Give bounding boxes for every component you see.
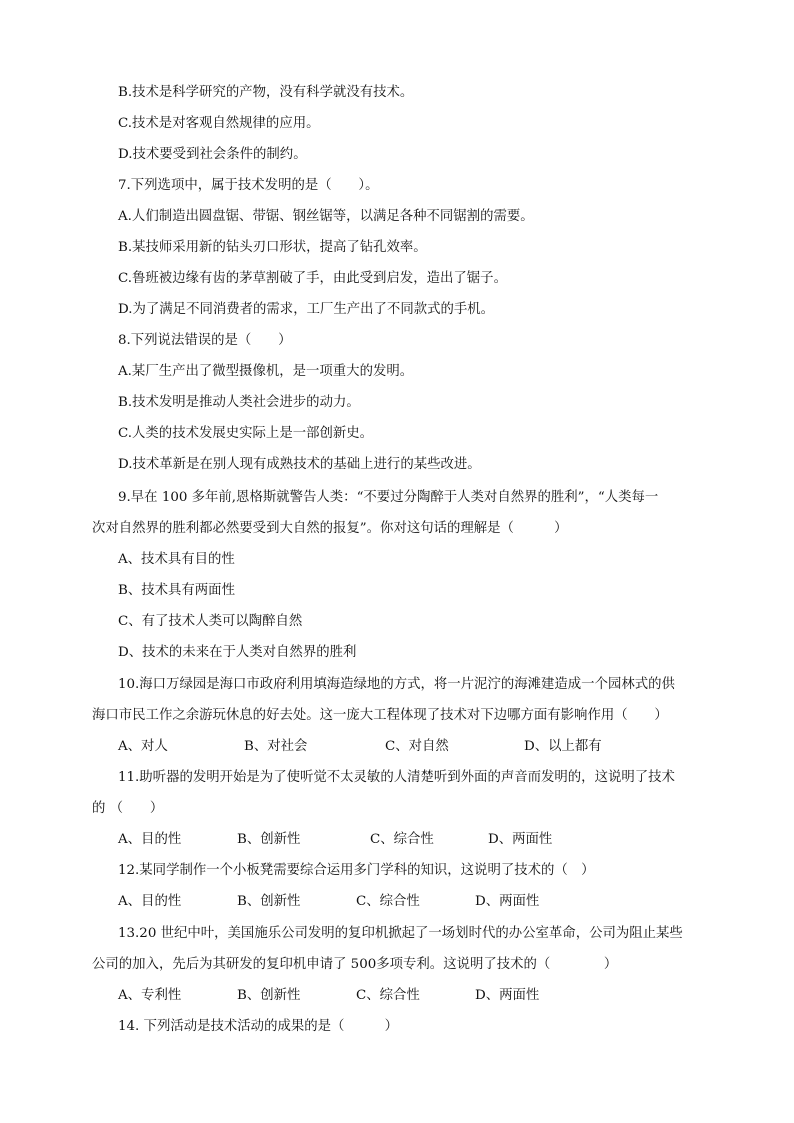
q7-option-a: A.人们制造出圆盘锯、带锯、钢丝锯等，以满足各种不同锯割的需要。 bbox=[118, 209, 534, 224]
q13-option-d: D、两面性 bbox=[475, 988, 540, 1003]
question-9-line-2: 次对自然界的胜利都必然要受到大自然的报复”。你对这句话的理解是（ ） bbox=[92, 521, 568, 536]
q7-option-d: D.为了满足不同消费者的需求，工厂生产出了不同款式的手机。 bbox=[118, 302, 495, 317]
question-11-line-2: 的 （ ） bbox=[92, 801, 164, 816]
question-9-line-1: 9.早在 100 多年前,恩格斯就警告人类：“不要过分陶醉于人类对自然界的胜利”，“人类每一 bbox=[118, 490, 659, 505]
question-11-line-1: 11.助听器的发明开始是为了使听觉不太灵敏的人清楚听到外面的声音而发明的，这说明了技术 bbox=[118, 770, 675, 785]
q9-option-b: B、技术具有两面性 bbox=[118, 583, 235, 598]
q8-option-d: D.技术革新是在别人现有成熟技术的基础上进行的某些改进。 bbox=[118, 457, 481, 472]
question-13-line-2: 公司的加入，先后为其研发的复印机申请了 500多项专利。这说明了技术的（ ） bbox=[92, 957, 618, 972]
q10-option-a: A、对人 bbox=[118, 739, 168, 754]
q11-option-d: D、两面性 bbox=[488, 832, 553, 847]
question-10-line-2: 海口市民工作之余游玩休息的好去处。这一庞大工程体现了技术对下边哪方面有影响作用（ ） bbox=[92, 708, 668, 723]
question-13-line-1: 13.20 世纪中叶，美国施乐公司发明的复印机掀起了一场划时代的办公室革命，公司为阻止某些 bbox=[118, 926, 683, 941]
q12-option-c: C、综合性 bbox=[356, 894, 420, 909]
q12-option-b: B、创新性 bbox=[237, 894, 301, 909]
question-8: 8.下列说法错误的是（ ） bbox=[118, 333, 292, 348]
q12-option-a: A、目的性 bbox=[118, 894, 182, 909]
q10-option-b: B、对社会 bbox=[244, 739, 308, 754]
q10-option-d: D、以上都有 bbox=[524, 739, 602, 754]
question-7: 7.下列选项中，属于技术发明的是（ ）。 bbox=[118, 178, 379, 193]
q8-option-b: B.技术发明是推动人类社会进步的动力。 bbox=[118, 395, 360, 410]
q6-option-b: B.技术是科学研究的产物，没有科学就没有技术。 bbox=[118, 85, 414, 100]
q9-option-c: C、有了技术人类可以陶醉自然 bbox=[118, 614, 303, 629]
q6-option-d: D.技术要受到社会条件的制约。 bbox=[118, 147, 307, 162]
q12-option-d: D、两面性 bbox=[475, 894, 540, 909]
q9-option-d: D、技术的未来在于人类对自然界的胜利 bbox=[118, 645, 357, 660]
q9-option-a: A、技术具有目的性 bbox=[118, 552, 235, 567]
q8-option-a: A.某厂生产出了微型摄像机，是一项重大的发明。 bbox=[118, 364, 414, 379]
q11-option-c: C、综合性 bbox=[370, 832, 434, 847]
q10-option-c: C、对自然 bbox=[385, 739, 449, 754]
q13-option-c: C、综合性 bbox=[356, 988, 420, 1003]
q11-option-b: B、创新性 bbox=[237, 832, 301, 847]
q13-option-a: A、专利性 bbox=[118, 988, 182, 1003]
q13-option-b: B、创新性 bbox=[237, 988, 301, 1003]
q6-option-c: C.技术是对客观自然规律的应用。 bbox=[118, 116, 320, 131]
question-14: 14. 下列活动是技术活动的成果的是（ ） bbox=[118, 1019, 398, 1034]
question-12: 12.某同学制作一个小板凳需要综合运用多门学科的知识，这说明了技术的（ ） bbox=[118, 863, 595, 878]
question-10-line-1: 10.海口万绿园是海口市政府利用填海造绿地的方式，将一片泥泞的海滩建造成一个园林式的供 bbox=[118, 677, 675, 692]
q7-option-c: C.鲁班被边缘有齿的茅草割破了手，由此受到启发，造出了锯子。 bbox=[118, 271, 507, 286]
q11-option-a: A、目的性 bbox=[118, 832, 182, 847]
q7-option-b: B.某技师采用新的钻头刃口形状，提高了钻孔效率。 bbox=[118, 240, 427, 255]
q8-option-c: C.人类的技术发展史实际上是一部创新史。 bbox=[118, 426, 374, 441]
